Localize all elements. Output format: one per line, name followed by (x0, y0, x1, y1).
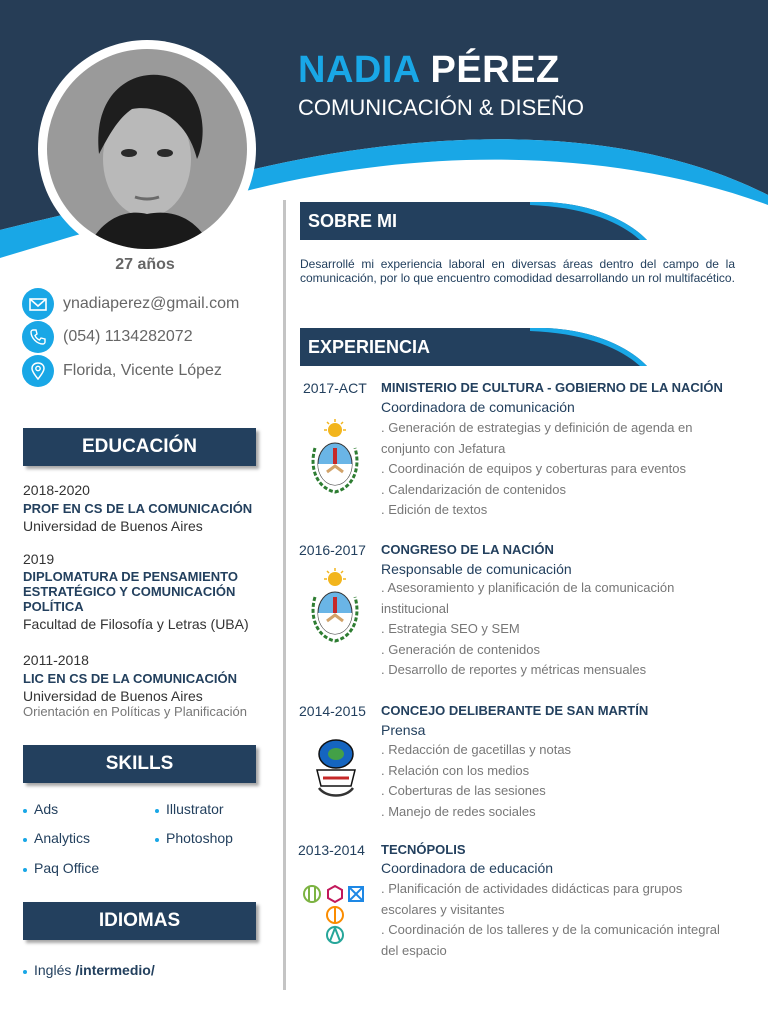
experience-years: 2017-ACT (303, 380, 367, 396)
task-item: . Redacción de gacetillas y notas (381, 742, 572, 757)
last-name: PÉREZ (430, 49, 560, 91)
tecnopolis-logo-icon (302, 884, 368, 944)
skill-label: Illustrator (166, 801, 224, 817)
education-degree: DIPLOMATURA DE PENSAMIENTO ESTRATÉGICO Y COMUNICACIÓN POLÍTICA (23, 569, 238, 614)
education-years: 2018-2020 (23, 482, 90, 498)
education-item (23, 482, 268, 534)
task-item: . Asesoramiento y planificación de la comunicación institucional (381, 580, 675, 616)
skill-item (155, 801, 224, 817)
task-item: . Coberturas de las sesiones (381, 783, 546, 799)
experience-organization: TECNÓPOLIS (381, 842, 466, 857)
phone-text: (054) 1134282072 (63, 328, 193, 345)
contact-location (22, 355, 222, 387)
languages-heading: IDIOMAS (23, 902, 256, 940)
education-school: Facultad de Filosofía y Letras (UBA) (23, 616, 249, 632)
task-item: . Coordinación de equipos y coberturas para eventos (381, 461, 686, 477)
task-item: . Desarrollo de reportes y métricas mensuales (381, 662, 647, 678)
education-note: Orientación en Políticas y Planificación (23, 704, 248, 719)
language-item (23, 962, 155, 978)
skills-heading: SKILLS (23, 745, 256, 783)
skill-label: Analytics (34, 830, 91, 846)
experience-years: 2014-2015 (299, 703, 366, 719)
education-item (23, 652, 268, 720)
contact-phone[interactable] (22, 321, 193, 353)
first-name: NADIA (298, 49, 420, 91)
education-item (23, 551, 253, 632)
envelope-icon (22, 288, 54, 320)
phone-icon (22, 321, 54, 353)
experience-role: Coordinadora de comunicación (381, 399, 575, 415)
experience-tasks (381, 418, 726, 521)
education-school: Universidad de Buenos Aires (23, 688, 203, 704)
contact-email[interactable] (22, 288, 239, 320)
bullet-icon (155, 838, 159, 842)
experience-tasks (381, 578, 726, 681)
skill-label: Paq Office (34, 860, 100, 876)
experience-years: 2016-2017 (299, 542, 366, 558)
task-item: . Calendarización de contenidos (381, 481, 567, 497)
age: 27 años (115, 256, 175, 273)
bullet-icon (23, 809, 27, 813)
location-text: Florida, Vicente López (63, 362, 222, 379)
task-item: . Edición de textos (381, 502, 488, 518)
skill-item (155, 830, 233, 846)
about-heading (300, 202, 650, 246)
experience-tasks (381, 740, 726, 822)
experience-role: Coordinadora de educación (381, 860, 554, 876)
task-item: . Coordinación de los talleres y de la comunicación integral del espacio (381, 922, 720, 958)
education-degree: LIC EN CS DE LA COMUNICACIÓN (23, 671, 238, 686)
skill-item (23, 801, 58, 817)
experience-organization: CONGRESO DE LA NACIÓN (381, 542, 554, 557)
about-text: Desarrollé mi experiencia laboral en diversas áreas dentro del campo de la comunicación, por lo que encuentro comodidad desarrollando un rol multifacético. (300, 257, 735, 285)
email-text[interactable]: ynadiaperez@gmail.com (63, 295, 240, 312)
profile-photo (38, 40, 256, 258)
person-name (298, 48, 560, 92)
experience-years: 2013-2014 (298, 842, 365, 858)
language-level: /intermedio/ (75, 962, 155, 978)
education-heading: EDUCACIÓN (23, 428, 256, 466)
location-pin-icon (22, 355, 54, 387)
task-item: . Relación con los medios (381, 762, 530, 778)
education-school: Universidad de Buenos Aires (23, 518, 203, 534)
argentina-coat-of-arms-icon (307, 567, 363, 645)
education-degree: PROF EN CS DE LA COMUNICACIÓN (23, 501, 253, 516)
bullet-icon (23, 838, 27, 842)
experience-role: Responsable de comunicación (381, 561, 572, 577)
skill-item (23, 860, 99, 876)
task-item: . Planificación de actividades didácticas para grupos escolares y visitantes (381, 881, 683, 917)
bullet-icon (23, 868, 27, 872)
skill-label: Ads (34, 801, 59, 817)
about-heading-label: SOBRE MI (308, 211, 398, 231)
column-divider (283, 200, 286, 990)
skill-item (23, 830, 90, 846)
education-years: 2019 (23, 551, 55, 567)
skill-label: Photoshop (166, 830, 233, 846)
portrait-image (47, 49, 247, 249)
job-title: COMUNICACIÓN & DISEÑO (298, 95, 585, 120)
language-name: Inglés (34, 962, 72, 978)
experience-heading (300, 328, 650, 372)
education-years: 2011-2018 (23, 652, 89, 668)
task-item: . Generación de estrategias y definición de agenda en conjunto con Jefatura (381, 420, 693, 456)
argentina-coat-of-arms-icon (307, 418, 363, 496)
task-item: . Estrategia SEO y SEM (381, 621, 520, 637)
experience-heading-label: EXPERIENCIA (308, 337, 431, 357)
experience-tasks (381, 879, 726, 961)
san-martin-shield-icon (311, 736, 361, 798)
bullet-icon (155, 809, 159, 813)
experience-role: Prensa (381, 722, 426, 738)
experience-organization: MINISTERIO DE CULTURA - GOBIERNO DE LA NACIÓN (381, 380, 723, 395)
bullet-icon (23, 970, 27, 974)
experience-organization: CONCEJO DELIBERANTE DE SAN MARTÍN (381, 703, 649, 718)
task-item: . Manejo de redes sociales (381, 803, 536, 819)
task-item: . Generación de contenidos (381, 641, 540, 657)
